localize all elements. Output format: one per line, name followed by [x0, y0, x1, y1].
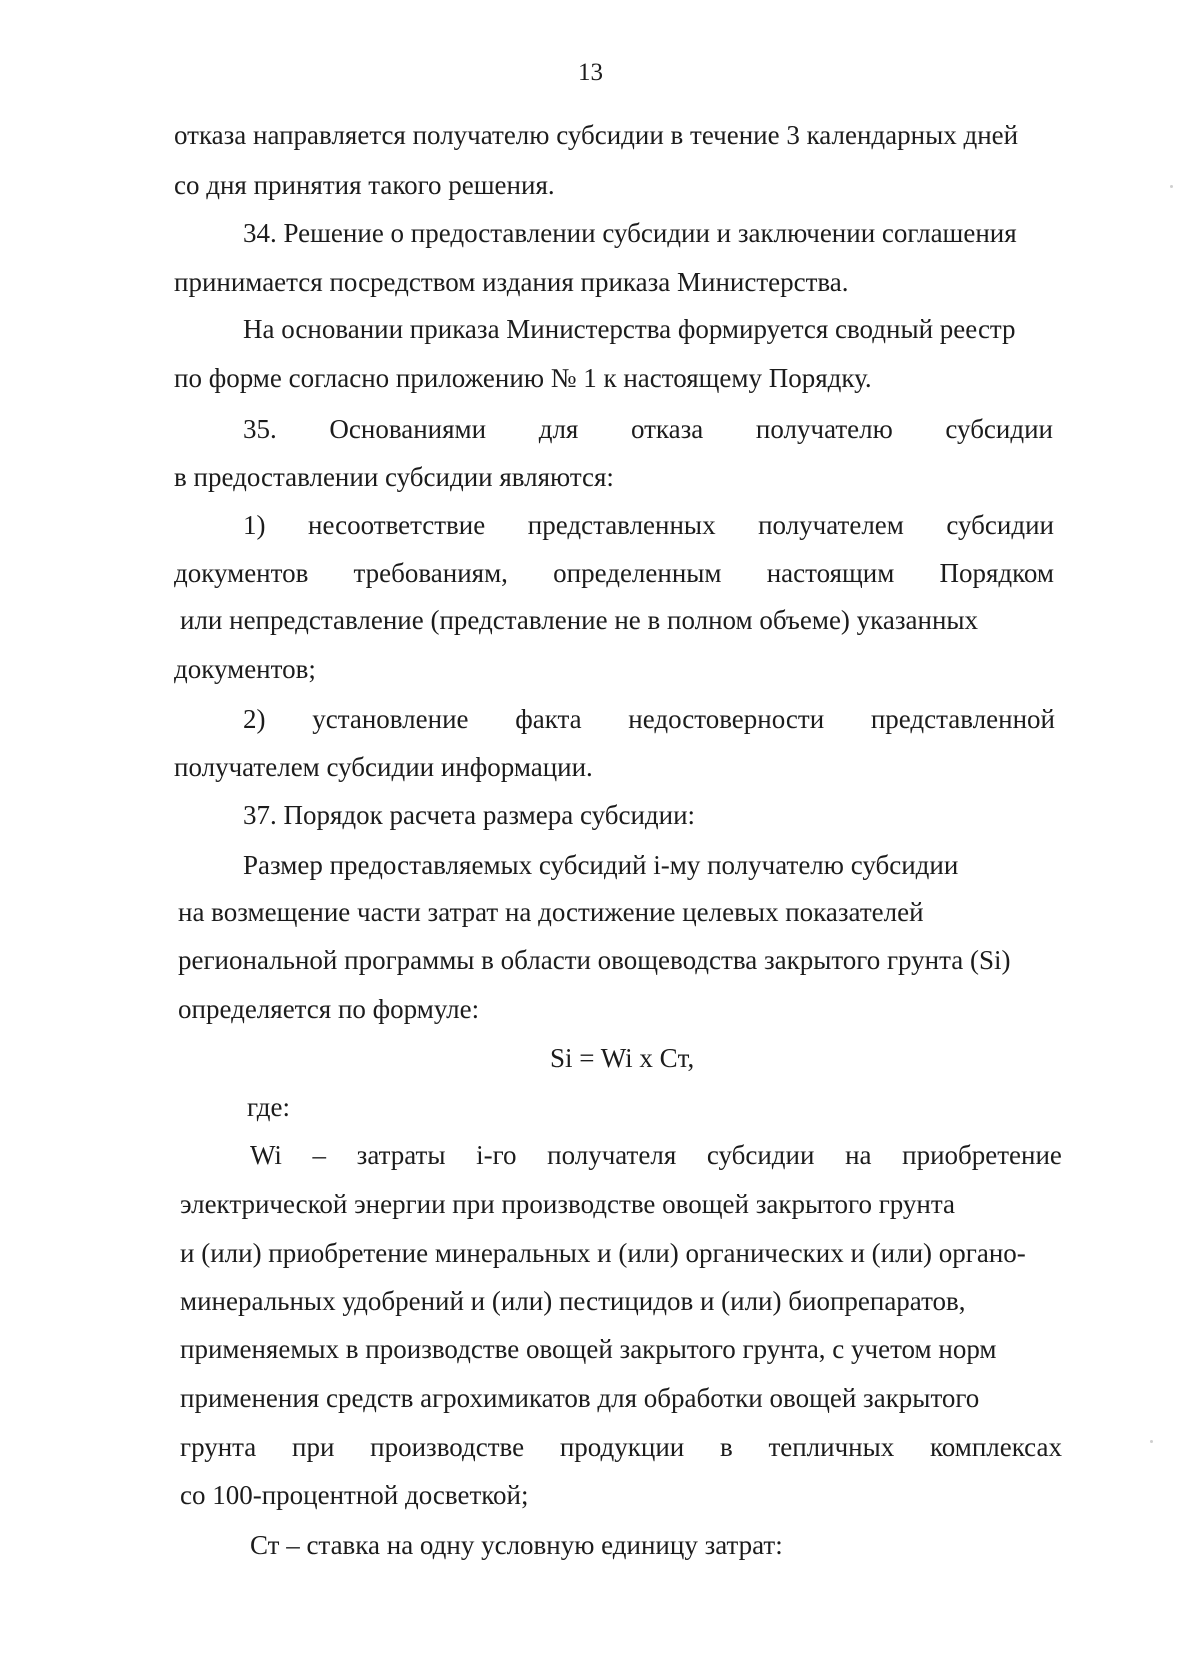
paragraph-line-justified [174, 556, 1054, 590]
word: представленной [870, 704, 1055, 734]
paragraph-line-justified [250, 1138, 1062, 1172]
word: при [292, 1432, 335, 1462]
paragraph-line: отказа направляется получателю субсидии в течение 3 календарных дней [174, 120, 1019, 150]
paragraph-line: принимается посредством издания приказа Министерства. [174, 267, 849, 297]
word: субсидии [945, 414, 1053, 444]
paragraph-line-justified [180, 1430, 1062, 1464]
word: 2) [243, 704, 266, 734]
paragraph-line: получателем субсидии информации. [174, 752, 593, 782]
word: определенным [553, 558, 722, 588]
word: Основаниями [329, 414, 487, 444]
word: Порядком [939, 558, 1054, 588]
word: требованиям, [353, 558, 508, 588]
word: установление [312, 704, 469, 734]
paragraph-line: применения средств агрохимикатов для обработки овощей закрытого [180, 1383, 980, 1413]
word: производстве [370, 1432, 525, 1462]
paragraph-line: и (или) приобретение минеральных и (или) органических и (или) органо- [180, 1238, 1026, 1268]
scan-speck [1150, 1440, 1153, 1443]
scan-speck [1170, 185, 1173, 188]
word: приобретение [902, 1140, 1062, 1170]
paragraph-line: документов; [174, 654, 316, 684]
paragraph-line: или непредставление (представление не в полном объеме) указанных [180, 605, 979, 635]
word: несоответствие [308, 510, 486, 540]
formula: Si = Wi x Cт, [550, 1043, 695, 1073]
word: затраты [356, 1140, 446, 1170]
paragraph-line-justified [243, 702, 1055, 736]
word: настоящим [766, 558, 895, 588]
word: в [719, 1432, 733, 1462]
word: факта [515, 704, 582, 734]
paragraph-line: определяется по формуле: [178, 994, 480, 1024]
paragraph-line: на возмещение части затрат на достижение целевых показателей [178, 897, 924, 927]
word: субсидии [946, 510, 1054, 540]
word: комплексах [930, 1432, 1062, 1462]
paragraph-line: где: [247, 1092, 290, 1122]
word: для [538, 414, 579, 444]
paragraph-line: минеральных удобрений и (или) пестицидов и (или) биопрепаратов, [180, 1286, 966, 1316]
word: тепличных [768, 1432, 895, 1462]
word: – [312, 1140, 327, 1170]
word: документов [174, 558, 309, 588]
word: получателя [547, 1140, 677, 1170]
word: грунта [180, 1432, 257, 1462]
paragraph-line: Размер предоставляемых субсидий i-му получателю субсидии [243, 850, 959, 880]
word: представленных [527, 510, 716, 540]
paragraph-line-justified [243, 412, 1053, 446]
word: получателем [758, 510, 904, 540]
page-number: 13 [578, 59, 603, 86]
word: i-го [476, 1140, 517, 1170]
word: получателю [755, 414, 893, 444]
word: 35. [243, 414, 277, 444]
paragraph-line-justified [243, 508, 1054, 542]
paragraph-line: по форме согласно приложению № 1 к настоящему Порядку. [174, 363, 872, 393]
paragraph-line: применяемых в производстве овощей закрытого грунта, с учетом норм [180, 1334, 997, 1364]
word: Wi [250, 1140, 282, 1170]
paragraph-line: в предоставлении субсидии являются: [174, 462, 614, 492]
word: продукции [559, 1432, 685, 1462]
word: субсидии [706, 1140, 815, 1170]
word: недостоверности [628, 704, 825, 734]
section-heading: 37. Порядок расчета размера субсидии: [243, 800, 696, 830]
paragraph-line: электрической энергии при производстве овощей закрытого грунта [180, 1189, 955, 1219]
paragraph-line: со дня принятия такого решения. [174, 170, 555, 200]
paragraph-line: На основании приказа Министерства формируется сводный реестр [243, 314, 1016, 344]
paragraph-line: 34. Решение о предоставлении субсидии и заключении соглашения [243, 218, 1017, 248]
paragraph-line: Ст – ставка на одну условную единицу затрат: [250, 1530, 783, 1560]
paragraph-line: со 100-процентной досветкой; [180, 1480, 529, 1510]
word: 1) [243, 510, 266, 540]
word: на [845, 1140, 872, 1170]
word: отказа [630, 414, 704, 444]
paragraph-line: региональной программы в области овощеводства закрытого грунта (Si) [178, 945, 1011, 975]
